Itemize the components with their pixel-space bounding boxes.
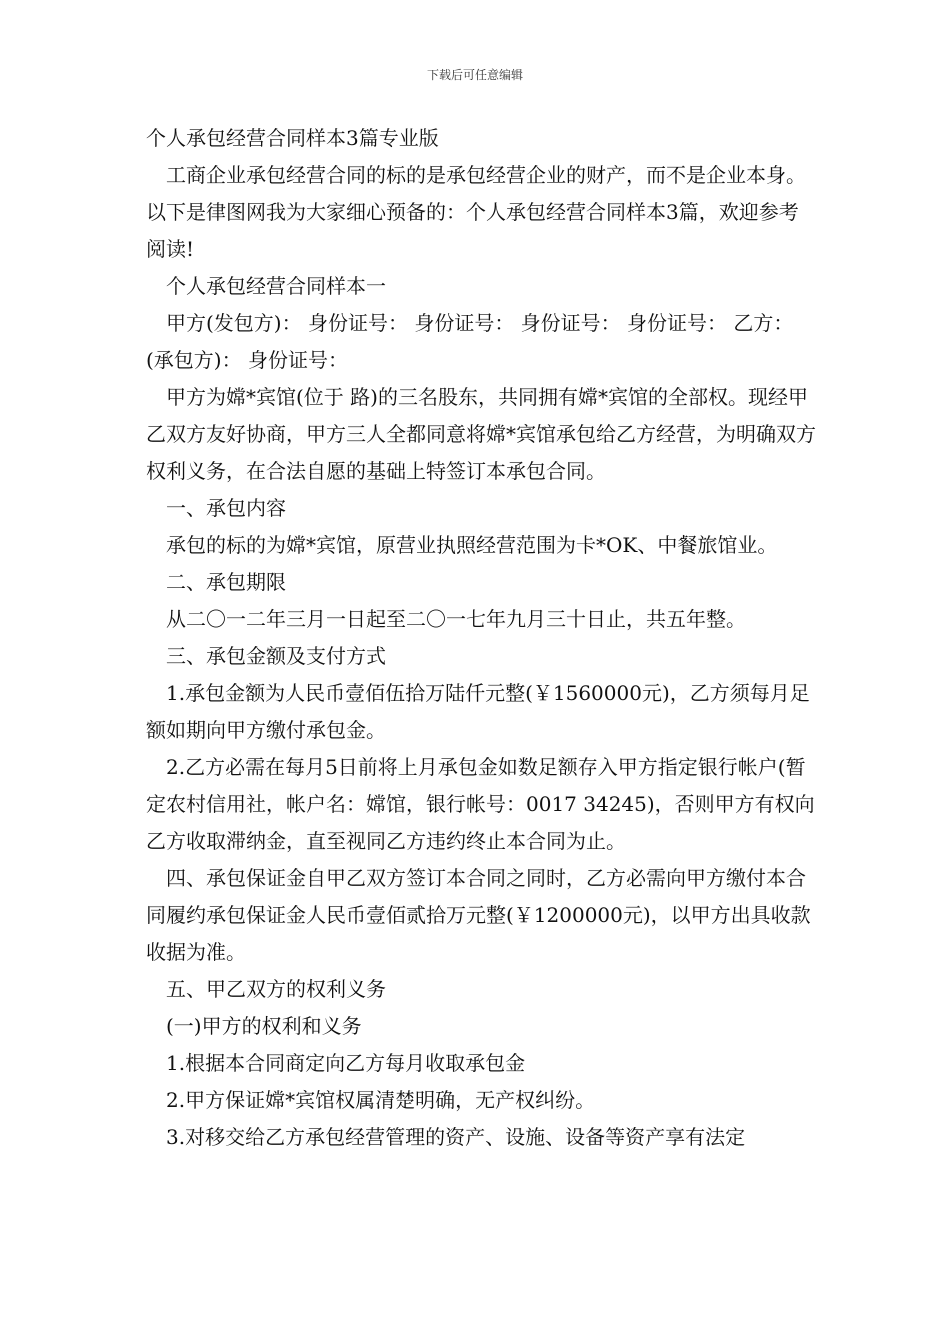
body-paragraph: 从二〇一二年三月一日起至二〇一七年九月三十日止，共五年整。 — [166, 607, 746, 631]
clause-heading: 五、甲乙双方的权利义务 — [166, 977, 386, 1001]
clause-heading: 三、承包金额及支付方式 — [166, 644, 386, 668]
list-item: 2.甲方保证嫦*宾馆权属清楚明确，无产权纠纷。 — [166, 1088, 596, 1112]
clause-heading: 一、承包内容 — [166, 496, 286, 520]
document-title: 个人承包经营合同样本3篇专业版 — [146, 126, 439, 150]
body-paragraph: 2.乙方必需在每月5日前将上月承包金如数足额存入甲方指定银行帐户(暂定农村信用社，帐户名：嫦馆，银行帐号：0017 34245)，否则甲方有权向乙方收取滞纳金，直至视同乙方违约终止本合同为止。 — [146, 755, 815, 853]
clause-heading: 二、承包期限 — [166, 570, 286, 594]
intro-paragraph: 工商企业承包经营合同的标的是承包经营企业的财产，而不是企业本身。以下是律图网我为大家细心预备的：个人承包经营合同样本3篇，欢迎参考阅读! — [146, 163, 806, 261]
list-item: 1.根据本合同商定向乙方每月收取承包金 — [166, 1051, 526, 1075]
list-item: 3.对移交给乙方承包经营管理的资产、设施、设备等资产享有法定 — [166, 1125, 746, 1149]
body-paragraph: 四、承包保证金自甲乙双方签订本合同之同时，乙方必需向甲方缴付本合同履约承包保证金人民币壹佰贰拾万元整(￥1200000元)，以甲方出具收款收据为准。 — [146, 866, 811, 964]
section-heading: 个人承包经营合同样本一 — [166, 274, 386, 298]
body-paragraph: 承包的标的为嫦*宾馆，原营业执照经营范围为卡*OK、中餐旅馆业。 — [166, 533, 778, 557]
parties-paragraph: 甲方(发包方)： 身份证号： 身份证号： 身份证号： 身份证号： 乙方：(承包方)： 身份证号： — [146, 311, 794, 372]
page-header: 下载后可任意编辑 — [426, 68, 523, 82]
document-body — [146, 120, 816, 1156]
sub-heading: (一)甲方的权利和义务 — [166, 1014, 362, 1038]
body-paragraph: 1.承包金额为人民币壹佰伍拾万陆仟元整(￥1560000元)，乙方须每月足额如期向甲方缴付承包金。 — [146, 681, 810, 742]
body-paragraph: 甲方为嫦*宾馆(位于 路)的三名股东，共同拥有嫦*宾馆的全部权。现经甲乙双方友好协商，甲方三人全都同意将嫦*宾馆承包给乙方经营，为明确双方权利义务，在合法自愿的基础上特签订本承包合同。 — [146, 385, 816, 483]
